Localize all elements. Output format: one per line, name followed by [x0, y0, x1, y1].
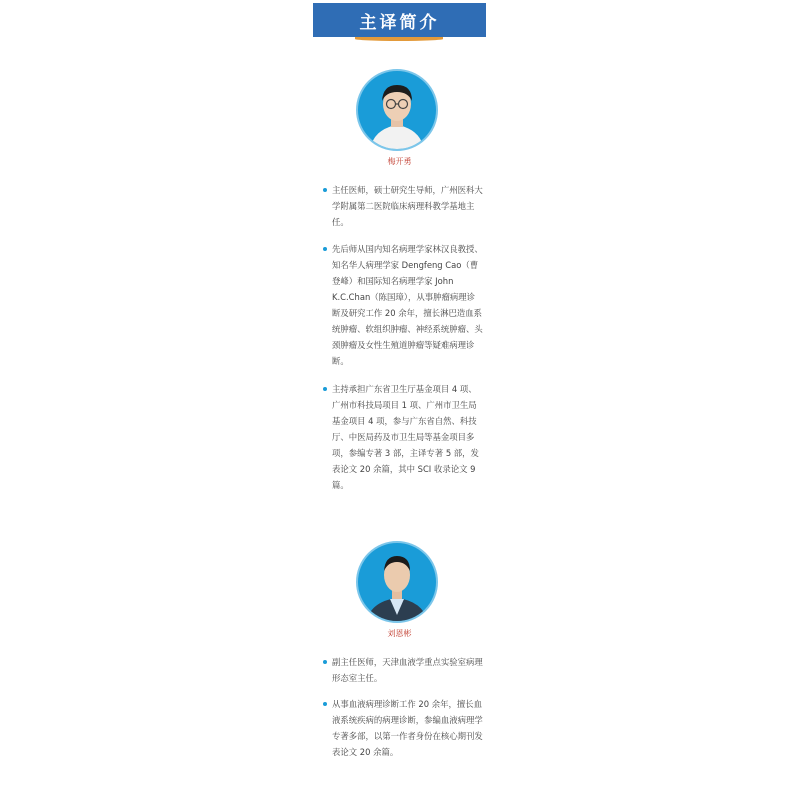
section-header [313, 3, 486, 37]
bullet-icon [323, 188, 327, 192]
person-portrait-icon [358, 71, 436, 149]
bullet-icon [323, 387, 327, 391]
section-title: 主译简介 [359, 12, 440, 33]
profile-paragraph: 从事血液病理诊断工作 20 余年，擅长血液系统疾病的病理诊断，参编血液病理学专著多部，以第一作者身份在核心期刊发表论文 20 余篇。 [323, 696, 483, 760]
avatar [356, 541, 438, 623]
profile-paragraph: 主持承担广东省卫生厅基金项目 4 项、广州市科技局项目 1 项、广州市卫生局基金项目 4 项，参与广东省自然、科技厅、中医局药及市卫生局等基金项目多项，参编专著 3 部，主译专著 5 部，发表论文 20 余篇，其中 SCI 收录论文 9 篇。 [323, 381, 483, 493]
profile-name: 梅开勇 [387, 157, 412, 166]
profile-paragraph: 副主任医师，天津血液学重点实验室病理形态室主任。 [323, 654, 483, 686]
bullet-icon [323, 660, 327, 664]
header-decoration [355, 37, 443, 41]
profile-name: 刘恩彬 [387, 629, 412, 638]
profile-paragraph: 主任医师，硕士研究生导师，广州医科大学附属第二医院临床病理科教学基地主任。 [323, 182, 483, 230]
person-portrait-icon [358, 543, 436, 621]
bullet-icon [323, 702, 327, 706]
avatar [356, 69, 438, 151]
bullet-icon [323, 247, 327, 251]
profile-paragraph: 先后师从国内知名病理学家林汉良教授、知名华人病理学家 Dengfeng Cao（曹登峰）和国际知名病理学家 John K.C.Chan（陈国璋），从事肿瘤病理诊断及研究工作 20 余年，擅长淋巴造血系统肿瘤、软组织肿瘤、神经系统肿瘤、头颈肿瘤及女性生殖道肿瘤等疑难病理诊断。 [323, 241, 483, 369]
